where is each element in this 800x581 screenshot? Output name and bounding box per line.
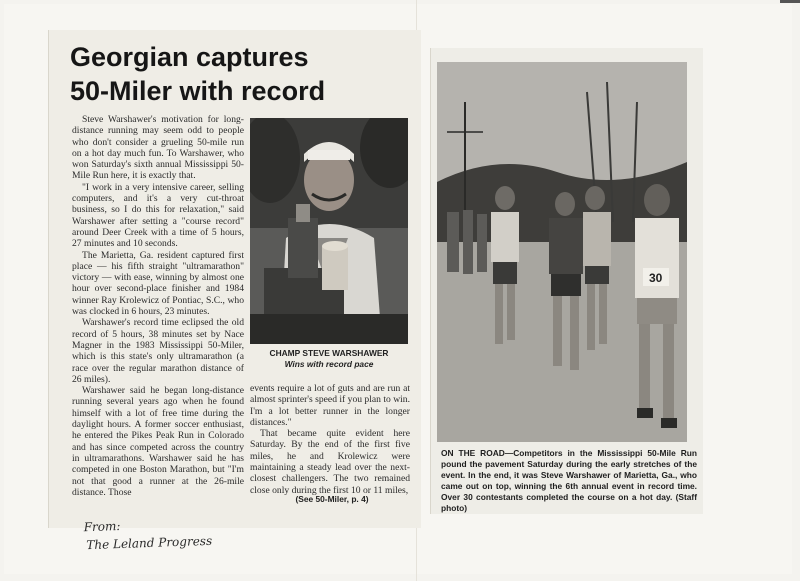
handwritten-source-note <box>83 514 212 554</box>
runners-photo-caption: ON THE ROAD—Competitors in the Mississippi 50-Mile Run pound the pavement Saturday during the early stretches of the event. In the end, it was Steve Warshawer of Marietta, Ga., who came out on top, winning the 6th annual event in record time. Over 30 contestants completed the course on a hot day. (Staff photo) <box>441 448 697 513</box>
caption-title: CHAMP STEVE WARSHAWER <box>269 348 389 358</box>
continued-reference: (See 50-Miler, p. 4) <box>295 494 369 504</box>
caption-subtitle: Wins with record pace <box>284 359 374 369</box>
headline <box>70 40 390 108</box>
page-edge-mark <box>780 0 800 3</box>
runners-photo-image <box>437 62 687 442</box>
paragraph: "I work in a very intensive career, selling computers, and it's a very cut-throat business, so I do this for relaxation," said Warshawer after setting a "course record" around Deer Creek with a time of 5 hours, 27 minutes and 10 seconds. <box>72 181 244 250</box>
photo-caption <box>250 348 408 370</box>
handnote-line-2: The Leland Progress <box>86 533 213 553</box>
handnote-line-1: From: <box>83 518 121 535</box>
headline-line-2: 50-Miler with record <box>70 76 326 106</box>
paragraph: Warshawer's record time eclipsed the old record of 5 hours, 38 minutes set by Nace Magner in the 1983 Mississippi 50-Miler, which is this state's only ultramarathon (a race over the regular marathon distance of 26 miles). <box>72 317 244 385</box>
bib-number: 30 <box>649 271 663 285</box>
champion-photo-image <box>250 118 408 344</box>
article-column-2 <box>250 383 410 496</box>
article-column-1 <box>72 114 244 498</box>
paragraph: Steve Warshawer's motivation for long-distance running may seem odd to people who don't consider a grueling 50-mile run on a hot day much fun. To Warshawer, who won Saturday's sixth annual Mississippi 50-Mile Run here, it is exactly that. <box>72 114 244 182</box>
champion-photo <box>250 118 408 344</box>
paragraph: events require a lot of guts and are run at almost sprinter's speed if you plan to win. I'm a lot better runner in the longer distances." <box>250 383 411 428</box>
paragraph: Warshawer said he began long-distance running several years ago when he found himself with a lot of free time during the daylight hours. A former soccer enthusiast, he entered the Pikes Peak Run in Colorado and has since competed across the country in ultramarathons. Warshawer said he has competed in one Boston Marathon, but "I'm not that good a runner at the 26-mile distance. Those <box>72 385 244 498</box>
runners-photo <box>437 62 687 442</box>
headline-line-1: Georgian captures <box>70 42 309 72</box>
paragraph: The Marietta, Ga. resident captured first place — his fifth straight "ultramarathon" victory — with ease, winning by almost one hour over second-place finisher and 1984 winner Ray Krolewicz of Pontiac, S.C., who was clocked in 6 hours, 23 minutes. <box>72 249 244 318</box>
paragraph: That became quite evident here Saturday. By the end of the first five miles, he and Krolewicz were maintaining a steady lead over the next-closest challengers. The two remained close only during the first 10 or 11 miles, <box>250 428 410 496</box>
